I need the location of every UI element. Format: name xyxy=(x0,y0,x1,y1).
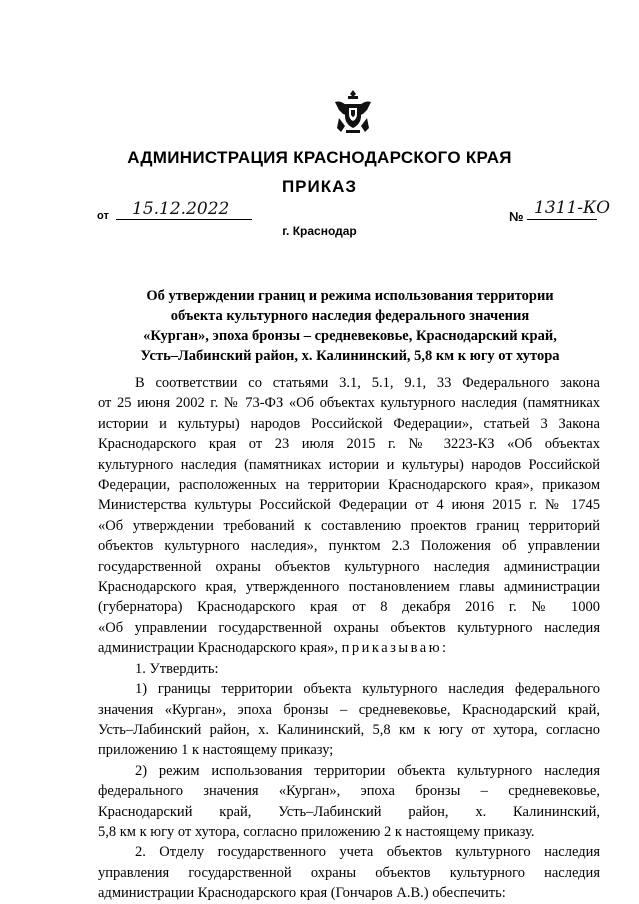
body-line: от 25 июня 2002 г. № 73-ФЗ «Об объектах культурного наследия (памятниках xyxy=(98,395,600,412)
body-line: культурного наследия (памятниках истории и культуры) народов Российской xyxy=(98,456,600,473)
date-value: 15.12.2022 xyxy=(132,199,230,219)
document-title xyxy=(100,286,600,366)
title-line: объекта культурного наследия федерального значения xyxy=(170,308,530,324)
title-line: Усть–Лабинский район, х. Калининский, 5,8 км к югу от хутора xyxy=(140,348,560,364)
number-value: 1311-КО xyxy=(534,198,611,218)
order-word: приказываю: xyxy=(341,640,449,657)
body-line xyxy=(98,638,600,658)
body-line: 5,8 км к югу от хутора, согласно приложению 2 к настоящему приказу. xyxy=(98,823,535,840)
organization-name: АДМИНИСТРАЦИЯ КРАСНОДАРСКОГО КРАЯ xyxy=(127,148,512,167)
coat-of-arms-icon xyxy=(331,88,375,136)
body-line: 2) режим использования территории объекта культурного наследия xyxy=(135,762,600,779)
body-line: Федерации, расположенных на территории Краснодарского края», приказом xyxy=(98,477,600,494)
body-line: Краснодарского края от 23 июля 2015 г. № 3223-КЗ «Об объектах xyxy=(98,436,600,453)
body-line: значения «Курган», эпоха бронзы – средневековье, Краснодарский край, xyxy=(98,701,600,718)
title-line: «Курган», эпоха бронзы – средневековье, Краснодарский край, xyxy=(143,328,557,344)
date-underline xyxy=(116,219,252,220)
body-line: федерального значения «Курган», эпоха бронзы – средневековье, xyxy=(98,783,600,800)
body-line: администрации Краснодарского края (Гончаров А.В.) обеспечить: xyxy=(98,885,506,902)
body-line: «Об управлении государственной охраны объектов культурного наследия xyxy=(98,619,600,636)
body-line: «Об утверждении требований к составлению проектов границ территорий xyxy=(98,517,600,534)
preamble-end-text: администрации Краснодарского края», xyxy=(98,640,338,657)
number-prefix: № xyxy=(509,209,524,224)
number-underline xyxy=(527,219,597,220)
body-line: 2. Отделу государственного учета объектов культурного наследия xyxy=(135,844,600,861)
document-body xyxy=(98,373,600,904)
title-line: Об утверждении границ и режима использования территории xyxy=(146,288,554,304)
body-line: 1. Утвердить: xyxy=(135,660,219,677)
body-line: истории и культуры) народов Российской Федерации», статьей 3 Закона xyxy=(98,415,600,432)
date-prefix: от xyxy=(97,210,109,222)
body-line: Краснодарский край, Усть–Лабинский район, х. Калининский, xyxy=(98,803,600,820)
body-line: государственной охраны объектов культурного наследия администрации xyxy=(98,558,600,575)
body-line: приложению 1 к настоящему приказу; xyxy=(98,742,334,759)
document-type: ПРИКАЗ xyxy=(281,177,358,196)
body-line: Краснодарского края, утвержденного постановлением главы администрации xyxy=(98,579,600,596)
body-line: управления государственной охраны объектов культурного наследия xyxy=(98,864,600,881)
body-line: 1) границы территории объекта культурного наследия федерального xyxy=(135,681,600,698)
body-line: В соответствии со статьями 3.1, 5.1, 9.1, 33 Федерального закона xyxy=(135,375,600,391)
body-line: (губернатора) Краснодарского края от 8 декабря 2016 г. № 1000 xyxy=(98,599,600,616)
body-line: объектов культурного наследия», пунктом 2.3 Положения об управлении xyxy=(98,538,600,555)
body-line: Усть–Лабинский район, х. Калининский, 5,8 км к югу от хутора, согласно xyxy=(98,721,600,738)
city-name: г. Краснодар xyxy=(282,224,357,238)
body-line: Министерства культуры Российской Федерации от 4 июня 2015 г. № 1745 xyxy=(98,497,600,514)
